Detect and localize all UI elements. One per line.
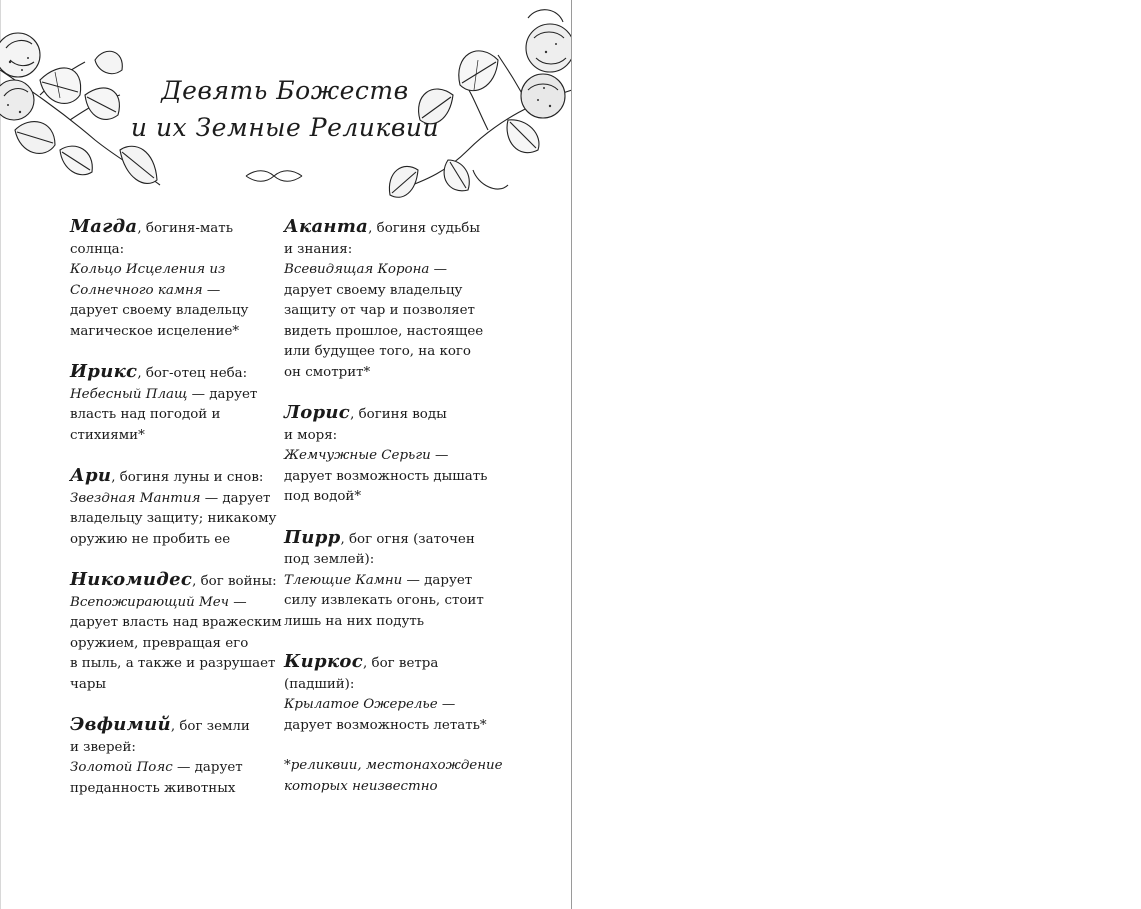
relic-effect: в пыль, а также и разрушает: [70, 656, 276, 671]
deity-description: , бог огня (заточен: [340, 531, 475, 547]
relic-effect: — дарует: [200, 490, 271, 506]
relic-name: Солнечного камня: [70, 282, 203, 298]
deity-name: Эвфимий: [70, 714, 171, 735]
relic-effect: —: [430, 448, 449, 463]
relic-name: Всевидящая Корона: [284, 262, 430, 277]
deity-description: , богиня воды: [350, 407, 447, 422]
relic-name: Звездная Мантия: [70, 490, 201, 506]
deity-name: Лорис: [284, 402, 351, 423]
title-line-2: и их Земные Реликвии: [130, 113, 440, 142]
deity-description: (падший):: [284, 676, 355, 692]
relic-name: Всепожирающий Меч: [70, 594, 230, 610]
relic-name: Тлеющие Камни: [284, 572, 403, 588]
relic-effect: дарует своему владельцу: [70, 303, 249, 318]
blank-page-area: [572, 0, 1141, 909]
relic-effect: чары: [70, 676, 107, 692]
flourish-ornament: [244, 167, 304, 185]
relic-effect: видеть прошлое, настоящее: [284, 323, 484, 339]
deity-name: Аканта: [284, 216, 369, 237]
relic-name: Жемчужные Серьги: [284, 448, 431, 463]
relic-effect: — дарует: [172, 760, 243, 775]
relic-effect: — дарует: [402, 572, 473, 588]
relic-effect: —: [437, 697, 456, 712]
deity-description: , бог-отец неба:: [137, 366, 248, 381]
deity-entry: [70, 570, 285, 695]
deity-description: , бог земли: [170, 719, 250, 734]
deity-description: , богиня-мать: [137, 221, 233, 236]
deities-column-left: [70, 217, 285, 819]
deity-entry: [284, 528, 504, 633]
relic-name: Кольцо Исцеления из: [70, 262, 226, 277]
relic-effect: магическое исцеление*: [70, 323, 240, 339]
deity-description: и моря:: [284, 427, 338, 443]
relic-effect: — дарует: [187, 386, 258, 402]
footnote: [284, 756, 504, 797]
relic-effect: защиту от чар и позволяет: [284, 303, 475, 318]
relic-effect: стихиями*: [70, 427, 145, 443]
deity-description: , богиня луны и снов:: [111, 470, 264, 485]
deity-description: под землей):: [284, 552, 375, 567]
relic-name: Золотой Пояс: [70, 760, 173, 775]
relic-effect: —: [429, 262, 448, 277]
relic-effect: преданность животных: [70, 780, 236, 796]
title-line-1: Девять Божеств: [161, 76, 409, 105]
deity-description: , бог войны:: [192, 574, 277, 589]
footnote-line-2: которых неизвестно: [284, 778, 438, 794]
relic-effect: —: [202, 282, 221, 298]
relic-effect: он смотрит*: [284, 364, 371, 380]
deity-entry: [284, 217, 504, 383]
deity-name: Киркос: [284, 651, 363, 672]
deity-name: Ирикс: [70, 361, 138, 382]
deity-description: и зверей:: [70, 739, 136, 755]
page-title: [100, 72, 470, 146]
deity-entry: [70, 217, 285, 342]
relic-effect: дарует власть над вражеским: [70, 615, 282, 630]
deity-description: , богиня судьбы: [368, 221, 480, 236]
relic-effect: оружию не пробить ее: [70, 531, 231, 547]
deity-entry: [70, 362, 285, 446]
deity-description: и знания:: [284, 241, 353, 257]
footnote-line-1: *реликвии, местонахождение: [284, 758, 503, 773]
deity-entry: [70, 466, 285, 550]
relic-effect: дарует возможность дышать: [284, 468, 488, 484]
relic-effect: лишь на них подуть: [284, 613, 425, 629]
deity-name: Пирр: [284, 526, 341, 548]
relic-effect: оружием, превращая его: [70, 635, 249, 651]
deity-entry: [70, 715, 285, 799]
deities-column-right: [284, 217, 504, 797]
relic-effect: дарует своему владельцу: [284, 282, 463, 298]
relic-effect: силу извлекать огонь, стоит: [284, 593, 484, 608]
relic-name: Небесный Плащ: [70, 386, 188, 402]
deity-name: Никомидес: [70, 569, 193, 590]
relic-effect: власть над погодой и: [70, 407, 221, 422]
deity-entry: [284, 652, 504, 736]
relic-name: Крылатое Ожерелье: [284, 697, 438, 712]
relic-effect: владельцу защиту; никакому: [70, 511, 277, 526]
deity-name: Ари: [70, 465, 112, 486]
deity-entry: [284, 403, 504, 508]
relic-effect: —: [229, 594, 247, 610]
deity-description: солнца:: [70, 241, 125, 257]
relic-effect: или будущее того, на кого: [284, 344, 471, 359]
deity-description: , бог ветра: [363, 656, 439, 671]
relic-effect: дарует возможность летать*: [284, 717, 487, 733]
deity-name: Магда: [70, 216, 138, 237]
relic-effect: под водой*: [284, 489, 362, 504]
